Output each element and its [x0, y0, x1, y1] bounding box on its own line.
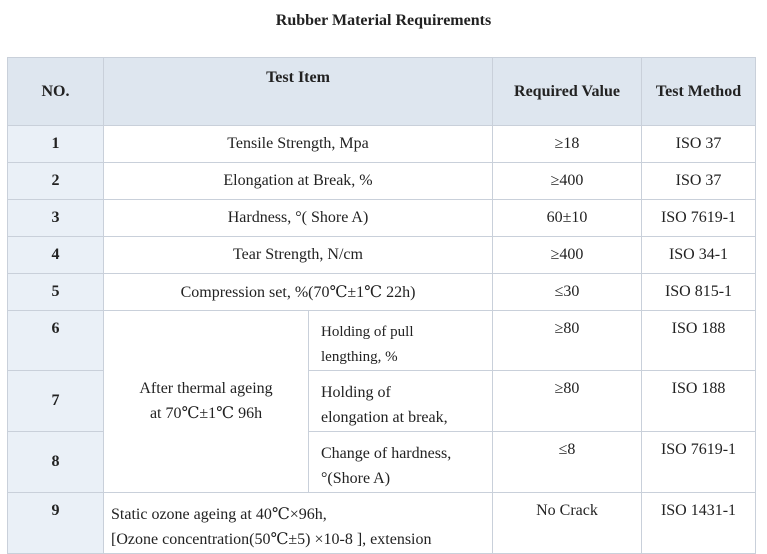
test-item: Hardness, °( Shore A): [104, 200, 493, 237]
table-row: [8, 492, 756, 553]
header-test-item: Test Item: [104, 58, 493, 126]
static-ozone-line2: [Ozone concentration(50℃±5) ×10-8 ], extension: [111, 531, 432, 549]
sub-item-line1: Holding of pull: [321, 324, 414, 340]
header-row: [8, 58, 756, 126]
row-number: 8: [8, 431, 104, 492]
static-ozone-line1: Static ozone ageing at 40℃×96h,: [111, 505, 327, 523]
test-method: ISO 34-1: [642, 237, 756, 274]
test-item: [104, 492, 493, 553]
test-method: ISO 815-1: [642, 274, 756, 311]
required-value: ≥400: [493, 237, 642, 274]
row-number: 4: [8, 237, 104, 274]
header-no: NO.: [8, 58, 104, 126]
test-item: Tensile Strength, Mpa: [104, 126, 493, 163]
sub-item-line1: Holding of: [321, 383, 391, 401]
test-item: Compression set, %(70℃±1℃ 22h): [104, 274, 493, 311]
test-sub-item: [309, 370, 493, 431]
required-value: ≥80: [493, 370, 642, 431]
thermal-group-label-line1: After thermal ageing: [139, 379, 273, 397]
row-number: 1: [8, 126, 104, 163]
requirements-table: [7, 57, 756, 554]
required-value: 60±10: [493, 200, 642, 237]
sub-item-line2: °(Shore A): [321, 470, 391, 488]
sub-item-line2: elongation at break,: [321, 409, 448, 427]
thermal-group-label-line2: at 70℃±1℃ 96h: [149, 405, 263, 423]
table-row: [8, 163, 756, 200]
sub-item-line2: lengthing, %: [321, 348, 398, 365]
table-row: [8, 274, 756, 311]
sub-item-line1: Change of hardness,: [321, 444, 452, 462]
table-row: [8, 311, 756, 371]
thermal-ageing-group: [104, 311, 309, 493]
table-title: Rubber Material Requirements: [275, 12, 492, 29]
required-value: ≥400: [493, 163, 642, 200]
test-method: ISO 37: [642, 163, 756, 200]
required-value: No Crack: [493, 492, 642, 553]
row-number: 6: [8, 311, 104, 371]
row-number: 5: [8, 274, 104, 311]
test-method: ISO 7619-1: [642, 431, 756, 492]
test-method: ISO 37: [642, 126, 756, 163]
test-method: ISO 1431-1: [642, 492, 756, 553]
row-number: 9: [8, 492, 104, 553]
table-row: [8, 237, 756, 274]
table-row: [8, 126, 756, 163]
test-method: ISO 188: [642, 311, 756, 371]
row-number: 2: [8, 163, 104, 200]
required-value: ≥80: [493, 311, 642, 371]
header-test-method: Test Method: [642, 58, 756, 126]
test-method: ISO 7619-1: [642, 200, 756, 237]
test-item: Tear Strength, N/cm: [104, 237, 493, 274]
header-required-value: Required Value: [493, 58, 642, 126]
row-number: 3: [8, 200, 104, 237]
test-method: ISO 188: [642, 370, 756, 431]
table-row: [8, 200, 756, 237]
required-value: ≤8: [493, 431, 642, 492]
required-value: ≥18: [493, 126, 642, 163]
required-value: ≤30: [493, 274, 642, 311]
test-sub-item: [309, 311, 493, 371]
test-item: Elongation at Break, %: [104, 163, 493, 200]
row-number: 7: [8, 370, 104, 431]
test-sub-item: [309, 431, 493, 492]
